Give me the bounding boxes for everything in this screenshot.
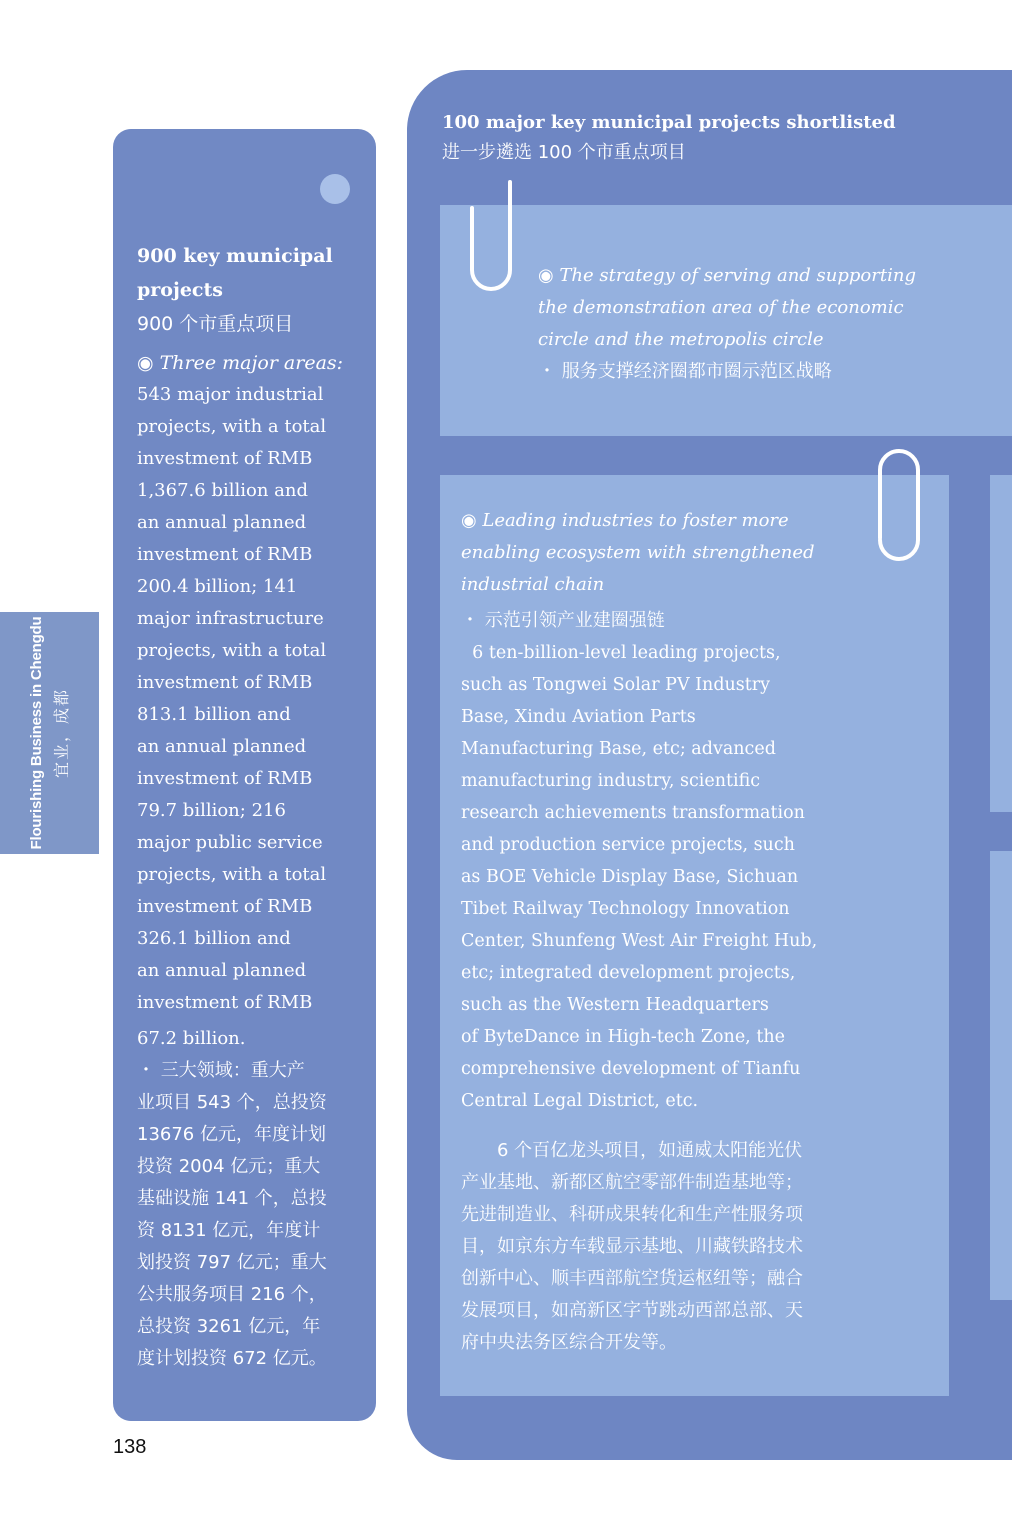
side-tab-english: Flourishing Business in Chengdu bbox=[27, 616, 45, 850]
left-body-en-line: an annual planned bbox=[137, 736, 307, 757]
left-body-cn-line: 13676 亿元，年度计划 bbox=[137, 1124, 326, 1145]
left-body-en-line: an annual planned bbox=[137, 512, 307, 533]
left-body-cn-line: ・ 三大领域：重大产 bbox=[137, 1060, 305, 1081]
industries-body-cn bbox=[461, 1135, 901, 1359]
strategy-head-line: the demonstration area of the economic bbox=[538, 297, 904, 318]
left-body-cn-line: 度计划投资 672 亿元。 bbox=[137, 1348, 327, 1369]
paper-clip-icon bbox=[466, 178, 516, 294]
industries-box bbox=[440, 475, 949, 1396]
strategy-box-content bbox=[538, 260, 938, 388]
right-title-cn: 进一步遴选 100 个市重点项目 bbox=[442, 142, 686, 163]
left-card-content bbox=[137, 239, 362, 1375]
left-body-en-line: 543 major industrial bbox=[137, 384, 324, 405]
right-edge-strip bbox=[990, 851, 1012, 1300]
left-title-en-line1: 900 key municipal bbox=[137, 245, 333, 267]
strategy-head-line: ◉ The strategy of serving and supporting bbox=[538, 265, 916, 286]
industries-cn-line: 6 个百亿龙头项目，如通威太阳能光伏 bbox=[461, 1140, 803, 1161]
industries-en-line: comprehensive development of Tianfu bbox=[461, 1059, 801, 1079]
industries-box-content bbox=[461, 505, 901, 1359]
right-header bbox=[442, 108, 896, 168]
industries-cn-line: 先进制造业、科研成果转化和生产性服务项 bbox=[461, 1204, 803, 1225]
left-body-en-line: major public service bbox=[137, 832, 323, 853]
left-body-en-line: investment of RMB bbox=[137, 992, 313, 1013]
industries-en-line: etc; integrated development projects, bbox=[461, 963, 796, 983]
left-body-en-line: investment of RMB bbox=[137, 672, 313, 693]
left-subhead: ◉ Three major areas: bbox=[137, 352, 344, 374]
left-body-en-line: projects, with a total bbox=[137, 864, 327, 885]
industries-body-en bbox=[461, 637, 901, 1117]
strategy-box bbox=[440, 205, 1012, 436]
industries-cn-line: 产业基地、新都区航空零部件制造基地等； bbox=[461, 1172, 803, 1193]
left-body-en-line: 1,367.6 billion and bbox=[137, 480, 308, 501]
industries-cn-line: 目，如京东方车载显示基地、川藏铁路技术 bbox=[461, 1236, 803, 1257]
left-body-cn-line: 基础设施 141 个，总投 bbox=[137, 1188, 327, 1209]
industries-en-line: Tibet Railway Technology Innovation bbox=[461, 899, 790, 919]
strategy-cn: ・ 服务支撑经济圈都市圈示范区战略 bbox=[538, 361, 832, 382]
industries-en-line: such as the Western Headquarters bbox=[461, 995, 769, 1015]
left-body-cn-line: 业项目 543 个，总投资 bbox=[137, 1092, 327, 1113]
left-info-card bbox=[113, 129, 376, 1421]
page-number: 138 bbox=[113, 1436, 147, 1458]
side-tab-text bbox=[28, 617, 72, 850]
paper-clip-icon bbox=[874, 448, 924, 564]
industries-head-line: ◉ Leading industries to foster more bbox=[461, 510, 789, 531]
industries-cn-line: 发展项目，如高新区字节跳动西部总部、天 bbox=[461, 1300, 803, 1321]
industries-cn-head: ・ 示范引领产业建圈强链 bbox=[461, 610, 665, 631]
industries-en-line: 6 ten-billion-level leading projects, bbox=[461, 643, 781, 663]
industries-cn-line: 府中央法务区综合开发等。 bbox=[461, 1332, 677, 1353]
left-body-cn bbox=[137, 1055, 362, 1375]
side-tab-chinese: 宜业，成都 bbox=[51, 687, 71, 779]
left-body-en-line: 813.1 billion and bbox=[137, 704, 291, 725]
left-body-en-line: projects, with a total bbox=[137, 416, 327, 437]
left-body-en bbox=[137, 379, 362, 1055]
left-body-en-line: projects, with a total bbox=[137, 640, 327, 661]
industries-en-line: manufacturing industry, scientific bbox=[461, 771, 761, 791]
left-body-cn-line: 公共服务项目 216 个， bbox=[137, 1284, 327, 1305]
left-body-en-line: major infrastructure bbox=[137, 608, 324, 629]
right-edge-strip bbox=[990, 475, 1012, 812]
industries-cn-line: 创新中心、顺丰西部航空货运枢纽等；融合 bbox=[461, 1268, 803, 1289]
industries-en-line: Base, Xindu Aviation Parts bbox=[461, 707, 696, 727]
industries-en-line: as BOE Vehicle Display Base, Sichuan bbox=[461, 867, 799, 887]
industries-head-line: enabling ecosystem with strengthened bbox=[461, 542, 815, 563]
left-body-en-line: investment of RMB bbox=[137, 448, 313, 469]
decorative-dot-icon bbox=[320, 174, 350, 204]
left-body-en-line: 67.2 billion. bbox=[137, 1028, 246, 1049]
side-tab bbox=[0, 612, 99, 854]
left-body-en-line: an annual planned bbox=[137, 960, 307, 981]
industries-en-line: of ByteDance in High-tech Zone, the bbox=[461, 1027, 785, 1047]
left-title-cn: 900 个市重点项目 bbox=[137, 313, 294, 335]
industries-en-line: Manufacturing Base, etc; advanced bbox=[461, 739, 776, 759]
strategy-head-line: circle and the metropolis circle bbox=[538, 329, 824, 350]
industries-en-line: such as Tongwei Solar PV Industry bbox=[461, 675, 771, 695]
industries-en-line: Central Legal District, etc. bbox=[461, 1091, 699, 1111]
left-title-en-line2: projects bbox=[137, 279, 223, 301]
right-title-en: 100 major key municipal projects shortlisted bbox=[442, 112, 896, 133]
left-body-cn-line: 总投资 3261 亿元，年 bbox=[137, 1316, 321, 1337]
industries-head-line: industrial chain bbox=[461, 574, 605, 595]
industries-en-line: Center, Shunfeng West Air Freight Hub, bbox=[461, 931, 818, 951]
left-body-en-line: 200.4 billion; 141 bbox=[137, 576, 298, 597]
left-body-en-line: 326.1 billion and bbox=[137, 928, 291, 949]
left-body-en-line: investment of RMB bbox=[137, 768, 313, 789]
left-body-en-line: investment of RMB bbox=[137, 896, 313, 917]
left-body-en-line: investment of RMB bbox=[137, 544, 313, 565]
left-body-cn-line: 投资 2004 亿元；重大 bbox=[137, 1156, 321, 1177]
industries-en-line: research achievements transformation bbox=[461, 803, 805, 823]
industries-en-line: and production service projects, such bbox=[461, 835, 795, 855]
left-body-cn-line: 资 8131 亿元，年度计 bbox=[137, 1220, 321, 1241]
left-body-cn-line: 划投资 797 亿元；重大 bbox=[137, 1252, 327, 1273]
left-body-en-line: 79.7 billion; 216 bbox=[137, 800, 286, 821]
